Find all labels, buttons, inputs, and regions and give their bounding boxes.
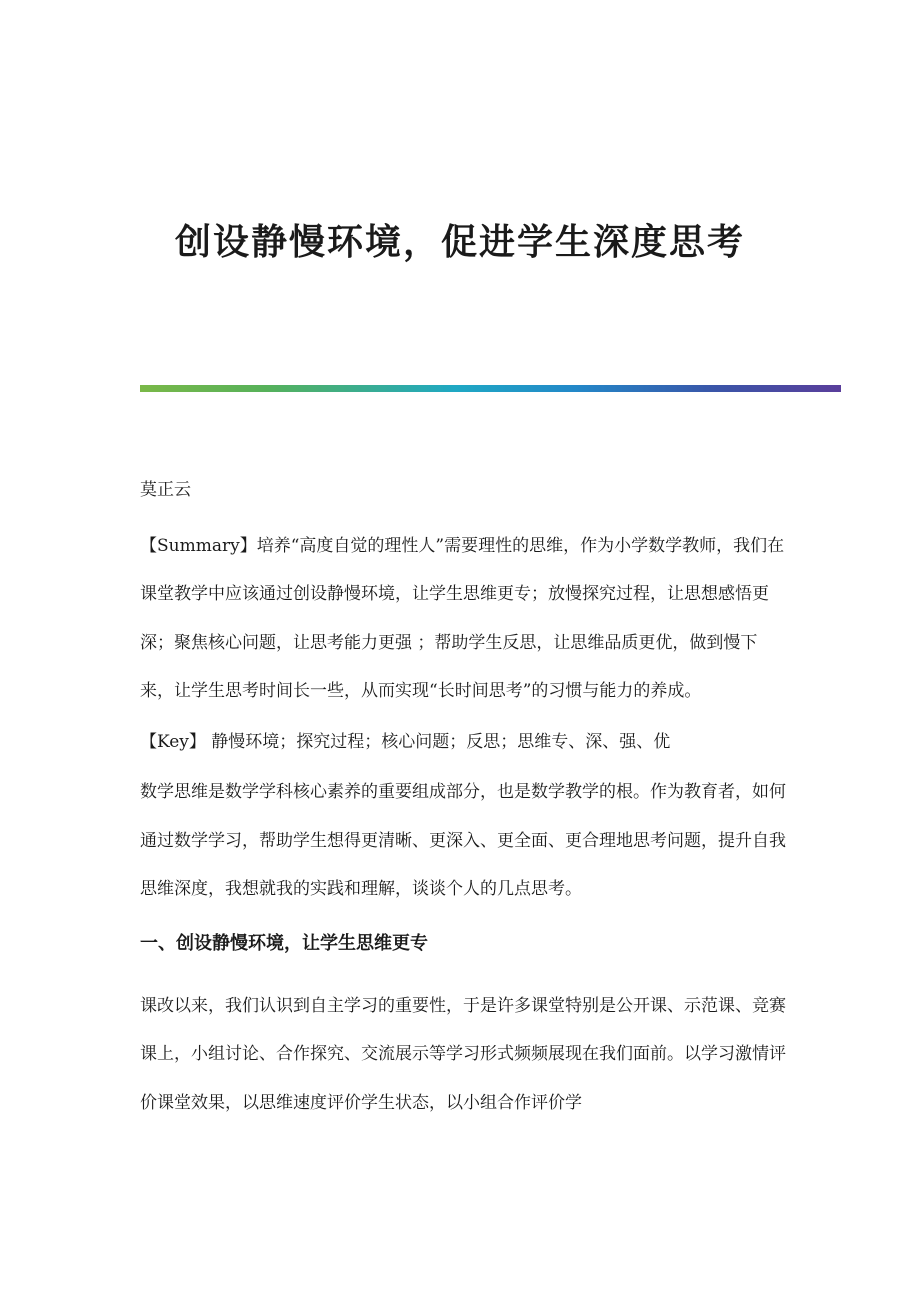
gradient-divider [140, 385, 841, 392]
document-title: 创设静慢环境，促进学生深度思考 [174, 221, 745, 263]
document-body [140, 466, 790, 1127]
section-heading: 一、创设静慢环境，让学生思维更专 [140, 932, 428, 954]
author-name: 莫正云 [140, 480, 191, 500]
section-paragraph: 课改以来，我们认识到自主学习的重要性，于是许多课堂特别是公开课、示范课、竞赛课上，小组讨论、合作探究、交流展示等学习形式频频展现在我们面前。以学习激情评价课堂效果，以思维速度评价学生状态，以小组合作评价学 [140, 995, 786, 1113]
summary-paragraph: 【Summary】培养“高度自觉的理性人”需要理性的思维，作为小学数学教师，我们在课堂教学中应该通过创设静慢环境，让学生思维更专；放慢探究过程，让思想感悟更深；聚焦核心问题，让思考能力更强 ；帮助学生反思，让思维品质更优，做到慢下来，让学生思考时间长一些，从而实现“长时间思考”的习惯与能力的养成。 [140, 535, 785, 701]
keywords-line: 【Key】 静慢环境；探究过程；核心问题；反思；思维专、深、强、优 [140, 731, 671, 752]
intro-paragraph: 数学思维是数学学科核心素养的重要组成部分，也是数学教学的根。作为教育者，如何通过数学学习，帮助学生想得更清晰、更深入、更全面、更合理地思考问题，提升自我思维深度，我想就我的实践和理解，谈谈个人的几点思考。 [140, 782, 786, 899]
